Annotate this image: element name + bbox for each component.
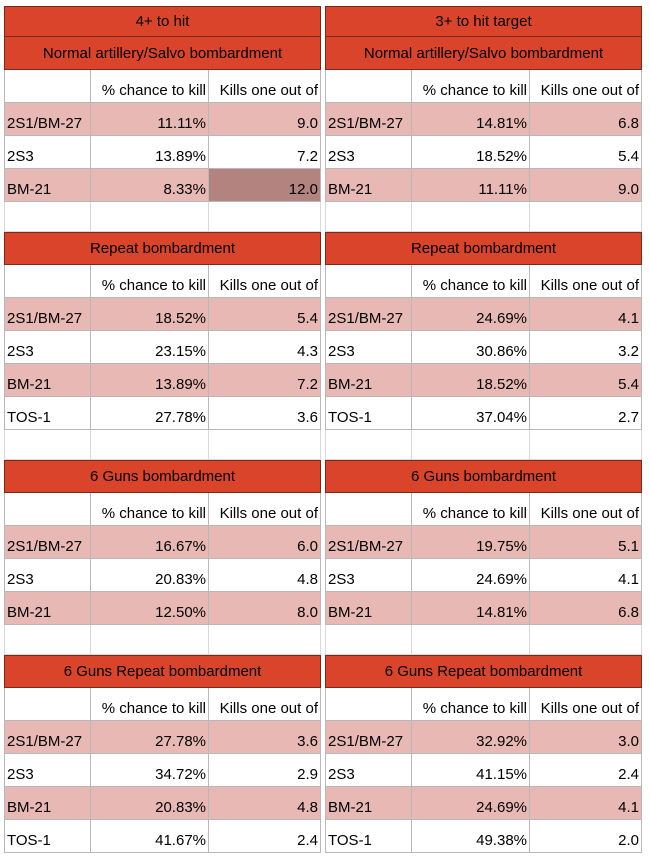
kills-cell[interactable]: 5.1	[530, 526, 642, 559]
chance-to-kill-header[interactable]: % chance to kill	[412, 265, 530, 298]
selected-kills-cell[interactable]: 12.0	[209, 169, 321, 202]
kills-cell[interactable]: 6.0	[209, 526, 321, 559]
table-3plus-to-hit-target	[325, 6, 642, 853]
empty-cell[interactable]	[209, 625, 321, 655]
chance-cell[interactable]: 13.89%	[91, 136, 209, 169]
empty-cell[interactable]	[4, 625, 91, 655]
empty-cell[interactable]	[530, 430, 642, 460]
unit-cell[interactable]: 2S1/BM-27	[4, 298, 91, 331]
spacer-row	[4, 625, 321, 655]
table-row	[325, 787, 642, 820]
table-row	[325, 136, 642, 169]
table-row	[4, 169, 321, 202]
kills-one-out-of-header[interactable]: Kills one out of	[209, 265, 321, 298]
section-heading	[325, 37, 642, 70]
chance-cell[interactable]: 23.15%	[91, 331, 209, 364]
table-title-text: 3+ to hit target	[435, 13, 532, 30]
section-heading-text: Normal artillery/Salvo bombardment	[42, 44, 283, 62]
table-row	[4, 526, 321, 559]
chance-cell[interactable]: 11.11%	[412, 169, 530, 202]
chance-cell[interactable]: 19.75%	[412, 526, 530, 559]
unit-cell[interactable]: BM-21	[4, 169, 91, 202]
chance-to-kill-header[interactable]: % chance to kill	[91, 265, 209, 298]
chance-to-kill-header[interactable]: % chance to kill	[91, 688, 209, 721]
chance-cell[interactable]: 18.52%	[412, 364, 530, 397]
empty-header-cell[interactable]	[325, 70, 412, 103]
kills-cell[interactable]: 4.8	[209, 787, 321, 820]
table-title-text: 4+ to hit	[135, 13, 190, 30]
chance-cell[interactable]: 24.69%	[412, 787, 530, 820]
section-heading	[4, 655, 321, 688]
chance-cell[interactable]: 18.52%	[412, 136, 530, 169]
empty-cell[interactable]	[91, 430, 209, 460]
kills-one-out-of-header[interactable]: Kills one out of	[209, 70, 321, 103]
unit-cell[interactable]: TOS-1	[4, 397, 91, 430]
chance-cell[interactable]: 37.04%	[412, 397, 530, 430]
empty-cell[interactable]	[325, 202, 412, 232]
kills-one-out-of-header[interactable]: Kills one out of	[530, 688, 642, 721]
section-heading-text: Normal artillery/Salvo bombardment	[363, 44, 604, 62]
kills-cell[interactable]: 5.4	[530, 136, 642, 169]
empty-header-cell[interactable]	[4, 493, 91, 526]
kills-cell[interactable]: 3.0	[530, 721, 642, 754]
kills-cell[interactable]: 3.6	[209, 721, 321, 754]
unit-cell[interactable]: 2S3	[4, 559, 91, 592]
empty-cell[interactable]	[530, 625, 642, 655]
table-row	[325, 397, 642, 430]
unit-cell[interactable]: 2S3	[4, 754, 91, 787]
chance-to-kill-header[interactable]: % chance to kill	[412, 493, 530, 526]
kills-one-out-of-header[interactable]: Kills one out of	[530, 493, 642, 526]
chance-cell[interactable]: 11.11%	[91, 103, 209, 136]
empty-header-cell[interactable]	[4, 70, 91, 103]
empty-cell[interactable]	[91, 625, 209, 655]
unit-cell[interactable]: BM-21	[325, 787, 412, 820]
empty-header-cell[interactable]	[4, 688, 91, 721]
chance-cell[interactable]: 27.78%	[91, 721, 209, 754]
kills-one-out-of-header[interactable]: Kills one out of	[530, 265, 642, 298]
spacer-row	[325, 202, 642, 232]
table-row	[4, 331, 321, 364]
table-row	[325, 526, 642, 559]
empty-cell[interactable]	[209, 430, 321, 460]
unit-cell[interactable]: 2S3	[4, 331, 91, 364]
kills-cell[interactable]: 6.8	[530, 103, 642, 136]
kills-cell[interactable]: 2.4	[209, 820, 321, 853]
chance-cell[interactable]: 49.38%	[412, 820, 530, 853]
spacer-row	[4, 430, 321, 460]
chance-cell[interactable]: 18.52%	[91, 298, 209, 331]
table-row	[325, 820, 642, 853]
chance-to-kill-header[interactable]: % chance to kill	[412, 688, 530, 721]
kills-cell[interactable]: 4.8	[209, 559, 321, 592]
section-heading-text: 6 Guns Repeat bombardment	[384, 663, 583, 680]
column-header-row	[325, 265, 642, 298]
unit-cell[interactable]: BM-21	[325, 169, 412, 202]
kills-cell[interactable]: 9.0	[209, 103, 321, 136]
unit-cell[interactable]: TOS-1	[325, 820, 412, 853]
empty-cell[interactable]	[325, 625, 412, 655]
table-row	[4, 592, 321, 625]
table-row	[325, 331, 642, 364]
kills-cell[interactable]: 3.2	[530, 331, 642, 364]
column-header-row	[325, 70, 642, 103]
table-4plus-to-hit	[4, 6, 321, 853]
section-heading	[325, 655, 642, 688]
kills-cell[interactable]: 2.0	[530, 820, 642, 853]
spacer-row	[325, 625, 642, 655]
empty-header-cell[interactable]	[325, 688, 412, 721]
kills-cell[interactable]: 5.4	[530, 364, 642, 397]
unit-cell[interactable]: 2S3	[325, 136, 412, 169]
empty-cell[interactable]	[412, 202, 530, 232]
unit-cell[interactable]: BM-21	[4, 364, 91, 397]
chance-cell[interactable]: 30.86%	[412, 331, 530, 364]
chance-cell[interactable]: 41.67%	[91, 820, 209, 853]
unit-cell[interactable]: 2S3	[325, 559, 412, 592]
chance-cell[interactable]: 41.15%	[412, 754, 530, 787]
table-row	[4, 136, 321, 169]
unit-cell[interactable]: 2S1/BM-27	[325, 103, 412, 136]
column-header-row	[4, 493, 321, 526]
table-row	[325, 559, 642, 592]
chance-cell[interactable]: 24.69%	[412, 559, 530, 592]
chance-cell[interactable]: 8.33%	[91, 169, 209, 202]
chance-cell[interactable]: 20.83%	[91, 787, 209, 820]
empty-cell[interactable]	[209, 202, 321, 232]
kills-cell[interactable]: 2.9	[209, 754, 321, 787]
kills-cell[interactable]: 7.2	[209, 136, 321, 169]
column-header-row	[325, 493, 642, 526]
kills-cell[interactable]: 7.2	[209, 364, 321, 397]
spacer-row	[4, 202, 321, 232]
column-header-row	[4, 265, 321, 298]
empty-cell[interactable]	[4, 430, 91, 460]
unit-cell[interactable]: 2S1/BM-27	[325, 526, 412, 559]
table-title	[4, 6, 321, 37]
unit-cell[interactable]: TOS-1	[325, 397, 412, 430]
empty-cell[interactable]	[325, 430, 412, 460]
table-row	[4, 559, 321, 592]
kills-cell[interactable]: 4.1	[530, 298, 642, 331]
unit-cell[interactable]: BM-21	[325, 592, 412, 625]
column-header-row	[4, 70, 321, 103]
section-heading-text: Repeat bombardment	[89, 240, 236, 257]
chance-cell[interactable]: 14.81%	[412, 103, 530, 136]
table-row	[4, 397, 321, 430]
section-heading-text: Repeat bombardment	[410, 240, 557, 257]
unit-cell[interactable]: BM-21	[325, 364, 412, 397]
table-row	[325, 169, 642, 202]
table-row	[4, 103, 321, 136]
section-heading	[4, 37, 321, 70]
chance-to-kill-header[interactable]: % chance to kill	[91, 70, 209, 103]
table-row	[325, 364, 642, 397]
unit-cell[interactable]: BM-21	[4, 592, 91, 625]
kills-cell[interactable]: 4.3	[209, 331, 321, 364]
kills-cell[interactable]: 8.0	[209, 592, 321, 625]
empty-cell[interactable]	[412, 430, 530, 460]
kills-cell[interactable]: 5.4	[209, 298, 321, 331]
kills-cell[interactable]: 6.8	[530, 592, 642, 625]
column-header-row	[4, 688, 321, 721]
unit-cell[interactable]: 2S1/BM-27	[325, 721, 412, 754]
unit-cell[interactable]: TOS-1	[4, 820, 91, 853]
empty-cell[interactable]	[530, 202, 642, 232]
empty-header-cell[interactable]	[325, 493, 412, 526]
chance-cell[interactable]: 32.92%	[412, 721, 530, 754]
chance-cell[interactable]: 13.89%	[91, 364, 209, 397]
kills-cell[interactable]: 3.6	[209, 397, 321, 430]
section-heading-text: 6 Guns Repeat bombardment	[63, 663, 262, 680]
kills-cell[interactable]: 4.1	[530, 559, 642, 592]
table-row	[325, 754, 642, 787]
unit-cell[interactable]: 2S3	[325, 754, 412, 787]
section-heading	[4, 460, 321, 493]
kills-cell[interactable]: 2.4	[530, 754, 642, 787]
section-heading-text: 6 Guns bombardment	[410, 468, 557, 485]
unit-cell[interactable]: 2S1/BM-27	[4, 103, 91, 136]
table-row	[4, 721, 321, 754]
kills-one-out-of-header[interactable]: Kills one out of	[209, 493, 321, 526]
table-row	[4, 298, 321, 331]
section-heading	[4, 232, 321, 265]
chance-cell[interactable]: 24.69%	[412, 298, 530, 331]
table-row	[4, 754, 321, 787]
chance-cell[interactable]: 12.50%	[91, 592, 209, 625]
kills-cell[interactable]: 4.1	[530, 787, 642, 820]
unit-cell[interactable]: 2S1/BM-27	[4, 721, 91, 754]
unit-cell[interactable]: 2S1/BM-27	[4, 526, 91, 559]
empty-header-cell[interactable]	[325, 265, 412, 298]
table-title	[325, 6, 642, 37]
empty-header-cell[interactable]	[4, 265, 91, 298]
kills-one-out-of-header[interactable]: Kills one out of	[209, 688, 321, 721]
section-heading	[325, 232, 642, 265]
table-row	[4, 364, 321, 397]
chance-to-kill-header[interactable]: % chance to kill	[91, 493, 209, 526]
chance-cell[interactable]: 14.81%	[412, 592, 530, 625]
chance-to-kill-header[interactable]: % chance to kill	[412, 70, 530, 103]
chance-cell[interactable]: 27.78%	[91, 397, 209, 430]
table-row	[325, 592, 642, 625]
kills-cell[interactable]: 9.0	[530, 169, 642, 202]
empty-cell[interactable]	[4, 202, 91, 232]
section-heading	[325, 460, 642, 493]
unit-cell[interactable]: 2S3	[4, 136, 91, 169]
table-row	[325, 103, 642, 136]
unit-cell[interactable]: 2S1/BM-27	[325, 298, 412, 331]
chance-cell[interactable]: 16.67%	[91, 526, 209, 559]
section-heading-text: 6 Guns bombardment	[89, 468, 236, 485]
chance-cell[interactable]: 20.83%	[91, 559, 209, 592]
table-row	[4, 820, 321, 853]
table-row	[325, 298, 642, 331]
kills-one-out-of-header[interactable]: Kills one out of	[530, 70, 642, 103]
unit-cell[interactable]: BM-21	[4, 787, 91, 820]
unit-cell[interactable]: 2S3	[325, 331, 412, 364]
chance-cell[interactable]: 34.72%	[91, 754, 209, 787]
table-row	[4, 787, 321, 820]
kills-cell[interactable]: 2.7	[530, 397, 642, 430]
table-row	[325, 721, 642, 754]
column-header-row	[325, 688, 642, 721]
spacer-row	[325, 430, 642, 460]
empty-cell[interactable]	[91, 202, 209, 232]
empty-cell[interactable]	[412, 625, 530, 655]
